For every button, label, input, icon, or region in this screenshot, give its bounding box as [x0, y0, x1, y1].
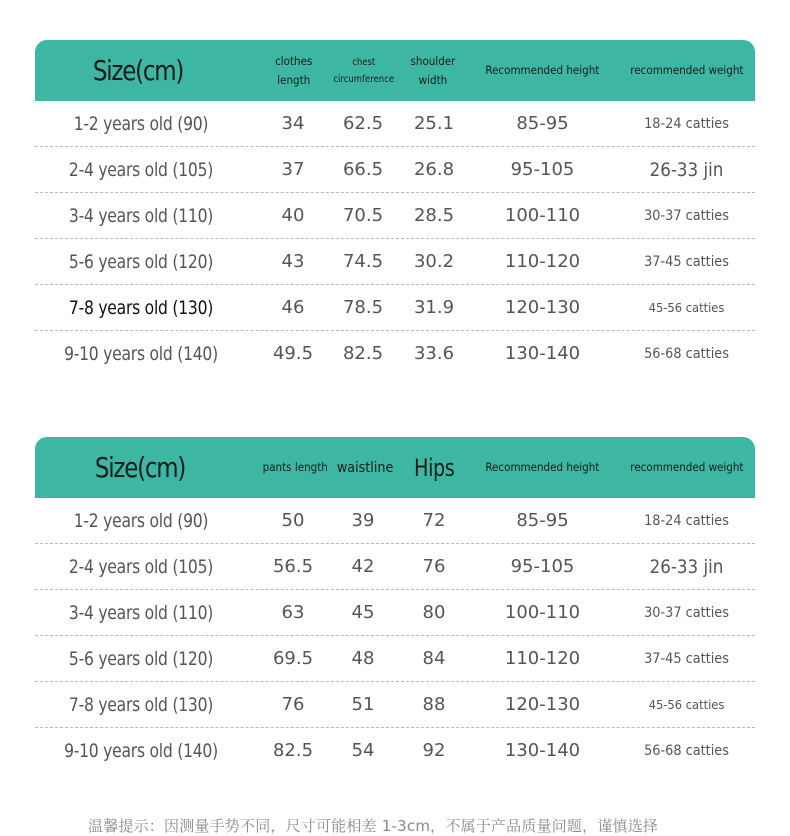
height-cell: 100-110 — [504, 602, 581, 623]
size-cell: 5-6 years old (120) — [68, 250, 214, 273]
size-cell: 9-10 years old (140) — [64, 342, 218, 365]
measure-a-cell: 82.5 — [272, 740, 314, 761]
table-row — [35, 544, 755, 590]
weight-cell: 18-24 catties — [644, 512, 729, 529]
measure-c-cell: 31.9 — [413, 297, 455, 318]
measure-a-cell: 40 — [281, 205, 305, 226]
measure-a-cell: 69.5 — [272, 648, 314, 669]
measure-a-cell: 37 — [281, 159, 305, 180]
waistline-label: waistline — [336, 459, 394, 476]
size-header-label: Size(cm) — [94, 451, 186, 484]
measure-b-cell: 42 — [351, 556, 375, 577]
clothes-length-header — [260, 40, 328, 101]
height-cell: 120-130 — [504, 694, 581, 715]
shoulder-line2: width — [418, 72, 448, 87]
measure-c-cell: 30.2 — [413, 251, 455, 272]
size-cell: 1-2 years old (90) — [73, 112, 209, 135]
size-cell: 1-2 years old (90) — [73, 509, 209, 532]
size-cell: 9-10 years old (140) — [64, 739, 218, 762]
measure-c-cell: 84 — [422, 648, 446, 669]
weight-cell: 37-45 catties — [644, 650, 729, 667]
table-row — [35, 239, 755, 285]
weight-cell: 26-33 jin — [649, 158, 724, 181]
measure-c-cell: 33.6 — [413, 343, 455, 364]
measure-b-cell: 70.5 — [342, 205, 384, 226]
measure-b-cell: 62.5 — [342, 113, 384, 134]
height-cell: 85-95 — [516, 510, 569, 531]
measure-b-cell: 48 — [351, 648, 375, 669]
measure-b-cell: 54 — [351, 740, 375, 761]
measure-a-cell: 76 — [281, 694, 305, 715]
measure-a-cell: 34 — [281, 113, 305, 134]
measure-c-cell: 25.1 — [413, 113, 455, 134]
size-header — [35, 40, 240, 101]
size-cell: 2-4 years old (105) — [68, 555, 214, 578]
height-cell: 130-140 — [504, 740, 581, 761]
table-row — [35, 498, 755, 544]
size-disclaimer-note: 温馨提示：因测量手势不同，尺寸可能相差 1-3cm，不属于产品质量问题，谨慎选择 — [88, 817, 659, 835]
measure-c-cell: 76 — [422, 556, 446, 577]
top-table-header — [35, 40, 755, 101]
clothes-length-line2: length — [277, 72, 311, 87]
shoulder-line1: shoulder — [410, 53, 456, 68]
recommended-weight-header — [618, 40, 755, 101]
top-size-table — [35, 40, 755, 376]
pants-length-header — [257, 437, 333, 498]
measure-a-cell: 63 — [281, 602, 305, 623]
weight-cell: 56-68 catties — [644, 742, 729, 759]
recommended-weight-label: recommended weight — [629, 460, 744, 474]
table-row — [35, 193, 755, 239]
height-cell: 85-95 — [516, 113, 569, 134]
hips-label: Hips — [413, 453, 455, 482]
size-cell: 7-8 years old (130) — [68, 296, 214, 319]
measure-c-cell: 26.8 — [413, 159, 455, 180]
size-header — [35, 437, 245, 498]
recommended-height-label: Recommended height — [485, 460, 600, 474]
chest-circumference-header — [328, 40, 400, 101]
weight-cell: 37-45 catties — [644, 253, 729, 270]
table-row — [35, 728, 755, 773]
measure-b-cell: 78.5 — [342, 297, 384, 318]
height-cell: 95-105 — [510, 159, 575, 180]
waistline-header — [331, 437, 399, 498]
bottom-table-body — [35, 498, 755, 773]
height-cell: 120-130 — [504, 297, 581, 318]
measure-c-cell: 92 — [422, 740, 446, 761]
table-row — [35, 147, 755, 193]
bottom-table-header — [35, 437, 755, 498]
recommended-weight-label: recommended weight — [629, 63, 744, 77]
measure-b-cell: 82.5 — [342, 343, 384, 364]
measure-b-cell: 39 — [351, 510, 375, 531]
recommended-weight-header — [618, 437, 755, 498]
size-cell: 3-4 years old (110) — [68, 204, 214, 227]
top-table-body — [35, 101, 755, 376]
height-cell: 130-140 — [504, 343, 581, 364]
measure-c-cell: 28.5 — [413, 205, 455, 226]
measure-c-cell: 72 — [422, 510, 446, 531]
height-cell: 110-120 — [504, 251, 581, 272]
measure-a-cell: 43 — [281, 251, 305, 272]
table-row — [35, 636, 755, 682]
weight-cell: 26-33 jin — [649, 555, 724, 578]
hips-header — [401, 437, 467, 498]
measure-b-cell: 66.5 — [342, 159, 384, 180]
measure-b-cell: 51 — [351, 694, 375, 715]
weight-cell: 30-37 catties — [644, 604, 729, 621]
recommended-height-header — [475, 40, 610, 101]
measure-a-cell: 46 — [281, 297, 305, 318]
size-header-label: Size(cm) — [92, 54, 183, 87]
measure-c-cell: 88 — [422, 694, 446, 715]
table-row — [35, 101, 755, 147]
measure-a-cell: 50 — [281, 510, 305, 531]
measure-c-cell: 80 — [422, 602, 446, 623]
shoulder-width-header — [400, 40, 466, 101]
height-cell: 100-110 — [504, 205, 581, 226]
measure-a-cell: 56.5 — [272, 556, 314, 577]
measure-a-cell: 49.5 — [272, 343, 314, 364]
measure-b-cell: 74.5 — [342, 251, 384, 272]
size-cell: 3-4 years old (110) — [68, 601, 214, 624]
weight-cell: 56-68 catties — [644, 345, 729, 362]
weight-cell: 30-37 catties — [644, 207, 729, 224]
size-cell: 5-6 years old (120) — [68, 647, 214, 670]
weight-cell: 18-24 catties — [644, 115, 729, 132]
recommended-height-header — [475, 437, 610, 498]
table-row — [35, 682, 755, 728]
weight-cell: 45-56 catties — [648, 300, 725, 315]
table-row — [35, 590, 755, 636]
size-cell: 7-8 years old (130) — [68, 693, 214, 716]
pants-length-label: pants length — [262, 460, 328, 474]
bottom-size-table — [35, 437, 755, 773]
recommended-height-label: Recommended height — [485, 63, 600, 77]
chest-line1: chest — [352, 56, 376, 68]
table-row — [35, 285, 755, 331]
height-cell: 110-120 — [504, 648, 581, 669]
height-cell: 95-105 — [510, 556, 575, 577]
measure-b-cell: 45 — [351, 602, 375, 623]
size-cell: 2-4 years old (105) — [68, 158, 214, 181]
clothes-length-line1: clothes — [275, 53, 313, 68]
weight-cell: 45-56 catties — [648, 697, 725, 712]
table-row — [35, 331, 755, 376]
chest-line2: circumference — [333, 73, 395, 85]
